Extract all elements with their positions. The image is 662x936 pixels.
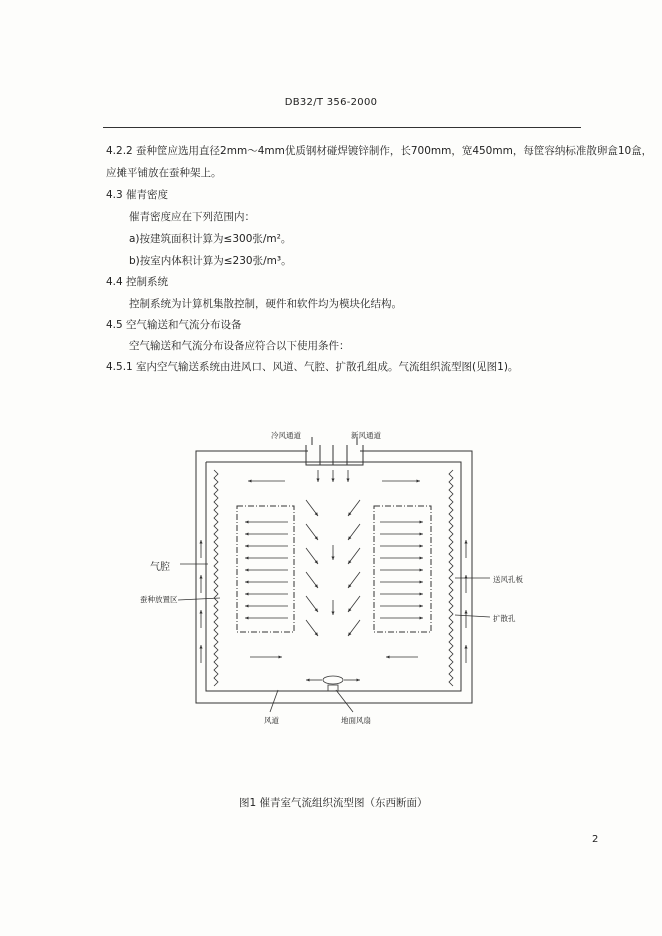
paragraph-4-5-intro: 空气输送和气流分布设备应符合以下使用条件： xyxy=(129,340,350,352)
diffuser-plate xyxy=(214,470,218,686)
airflow-arrow-center xyxy=(348,500,360,516)
label-egg-area: 蚕种放置区 xyxy=(140,595,178,604)
airflow-arrow-center xyxy=(306,572,318,588)
list-item-b: b)按室内体积计算为≤230张/m³。 xyxy=(129,255,292,267)
airflow-arrow-center xyxy=(348,596,360,612)
heading-4-4: 4.4 控制系统 xyxy=(106,276,169,288)
airflow-arrow-center xyxy=(306,548,318,564)
heading-4-5: 4.5 空气输送和气流分布设备 xyxy=(106,319,242,331)
egg-zone-left xyxy=(237,506,294,632)
figure-caption: 图1 催青室气流组织流型图（东西断面） xyxy=(239,797,428,809)
label-floor-fan: 地面风扇 xyxy=(341,716,371,725)
label-duct: 风道 xyxy=(264,716,279,725)
airflow-arrow-center xyxy=(348,572,360,588)
airflow-arrow-center xyxy=(306,596,318,612)
document-header-code: DB32/T 356-2000 xyxy=(284,97,378,108)
airflow-arrow-center xyxy=(306,620,318,636)
inner-wall xyxy=(206,462,461,691)
paragraph-4-2-2-cont: 应摊平铺放在蚕种架上。 xyxy=(106,167,222,179)
diffuser-plate xyxy=(449,470,453,686)
airflow-arrow-center xyxy=(348,524,360,540)
paragraph-4-4: 控制系统为计算机集散控制，硬件和软件均为模块化结构。 xyxy=(129,298,402,310)
floor-fan xyxy=(323,676,343,684)
heading-4-3: 4.3 催青密度 xyxy=(106,189,169,201)
list-item-a: a)按建筑面积计算为≤300张/m²。 xyxy=(129,233,292,245)
egg-zone-right xyxy=(374,506,431,632)
label-cold-air-duct: 冷风通道 xyxy=(271,431,301,440)
label-air-cavity: 气腔 xyxy=(150,562,170,573)
label-vent-plate: 送风孔板 xyxy=(493,575,523,584)
label-fresh-air-duct: 新风通道 xyxy=(351,431,381,440)
paragraph-4-3-intro: 催青密度应在下列范围内： xyxy=(129,211,255,223)
airflow-arrow-center xyxy=(348,620,360,636)
paragraph-4-2-2: 4.2.2 蚕种筐应选用直径2mm～4mm优质钢材碰焊镀锌制作，长700mm，宽450mm，每筐容纳标准散卵盒10盒， xyxy=(106,145,653,157)
airflow-arrow-center xyxy=(306,500,318,516)
airflow-arrow-center xyxy=(306,524,318,540)
paragraph-4-5-1: 4.5.1 室内空气输送系统由进风口、风道、气腔、扩散孔组成。气流组织流型图(见图1)。 xyxy=(106,361,519,373)
page-number: 2 xyxy=(592,834,599,845)
airflow-arrow-center xyxy=(348,548,360,564)
label-diffuser: 扩散孔 xyxy=(493,614,516,623)
